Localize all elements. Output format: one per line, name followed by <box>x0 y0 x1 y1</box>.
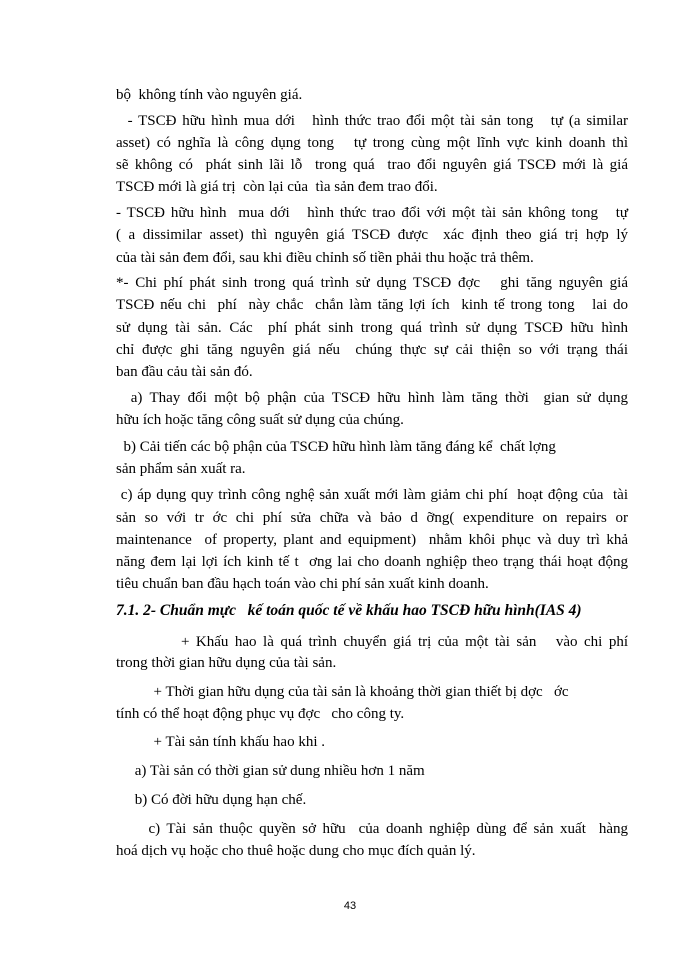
text-line: trong thời gian hữu dụng của tài sản. <box>116 655 337 671</box>
text-line: - TSCĐ hữu hình mua dới hình thức trao đổi một tài sản tong tự (a similar <box>116 113 629 129</box>
text-line: TSCĐ mới là giá trị còn lại của tìa sản đem trao đổi. <box>116 179 438 195</box>
text-line: sản phẩm sản xuất ra. <box>116 461 246 477</box>
text-line: bộ không tính vào nguyên giá. <box>116 87 303 103</box>
text-line: hoá dịch vụ hoặc cho thuê hoặc dung cho mục đích quản lý. <box>116 843 476 859</box>
text-line: của tài sản đem đổi, sau khi điều chỉnh số tiền phải thu hoặc trả thêm. <box>116 250 534 266</box>
text-line: chỉ được ghi tăng nguyên giá nếu chúng thực sự cải thiện so với trạng thái <box>116 342 628 358</box>
text-line: *- Chi phí phát sinh trong quá trình sử dụng TSCĐ đợc ghi tăng nguyên giá <box>116 275 628 291</box>
text-line: năng đem lại lợi ích kinh tế t ơng lai cho doanh nghiệp theo trạng thái hoạt động <box>116 554 628 570</box>
text-line: - TSCĐ hữu hình mua dới hình thức trao đổi với một tài sản không tong tự <box>116 205 628 221</box>
text-line: ban đầu cảu tài sản đó. <box>116 364 253 380</box>
text-line: sẽ không có phát sinh lãi lỗ trong quá trao đổi nguyên giá TSCĐ mới là giá <box>116 157 628 173</box>
text-line: c) Tài sản thuộc quyền sở hữu của doanh nghiệp dùng để sản xuất hàng <box>116 821 629 837</box>
text-line: tiêu chuẩn ban đầu hạch toán vào chi phí sản xuất kinh doanh. <box>116 576 489 592</box>
text-line: TSCĐ nếu chi phí này chắc chắn làm tăng lợi ích kinh tế trong tong lai do <box>116 297 628 313</box>
text-line: tính có thể hoạt động phục vụ đợc cho công ty. <box>116 706 405 722</box>
text-line: ( a dissimilar asset) thì nguyên giá TSCĐ được xác định theo giá trị hợp lý <box>116 227 628 243</box>
text-line: sử dụng tài sản. Các phí phát sinh trong quá trình sử dụng TSCĐ hữu hình <box>116 320 628 336</box>
text-line: c) áp dụng quy trình công nghệ sản xuất mới làm giảm chi phí hoạt động của tài <box>116 487 629 503</box>
section-heading: 7.1. 2- Chuẩn mực kế toán quốc tế về khấu hao TSCĐ hữu hình(IAS 4) <box>116 602 582 619</box>
text-line: + Khấu hao là quá trình chuyển giá trị của một tài sản vào chi phí <box>116 634 628 650</box>
text-line: asset) có nghĩa là công dụng tong tự trong cùng một lĩnh vực kinh doanh thì <box>116 135 628 151</box>
text-line: + Thời gian hữu dụng của tài sản là khoảng thời gian thiết bị dợc ớc <box>116 684 569 700</box>
text-line: b) Có đời hữu dụng hạn chế. <box>116 792 307 808</box>
text-line: maintenance of property, plant and equipment) nhằm khôi phục và duy trì khả <box>116 532 628 548</box>
text-line: sản so với tr ớc chi phí sửa chữa và bảo d ỡng( expenditure on repairs or <box>116 510 628 526</box>
page-number: 43 <box>343 900 357 912</box>
text-line: hữu ích hoặc tăng công suất sử dụng của chúng. <box>116 412 404 428</box>
text-line: + Tài sản tính khấu hao khi . <box>116 734 325 750</box>
text-line: a) Tài sản có thời gian sử dung nhiều hơn 1 năm <box>116 763 425 779</box>
text-line: b) Cải tiến các bộ phận của TSCĐ hữu hình làm tăng đáng kể chất lợng <box>116 439 556 455</box>
text-line: a) Thay đổi một bộ phận của TSCĐ hữu hình làm tăng thời gian sử dụng <box>116 390 628 406</box>
